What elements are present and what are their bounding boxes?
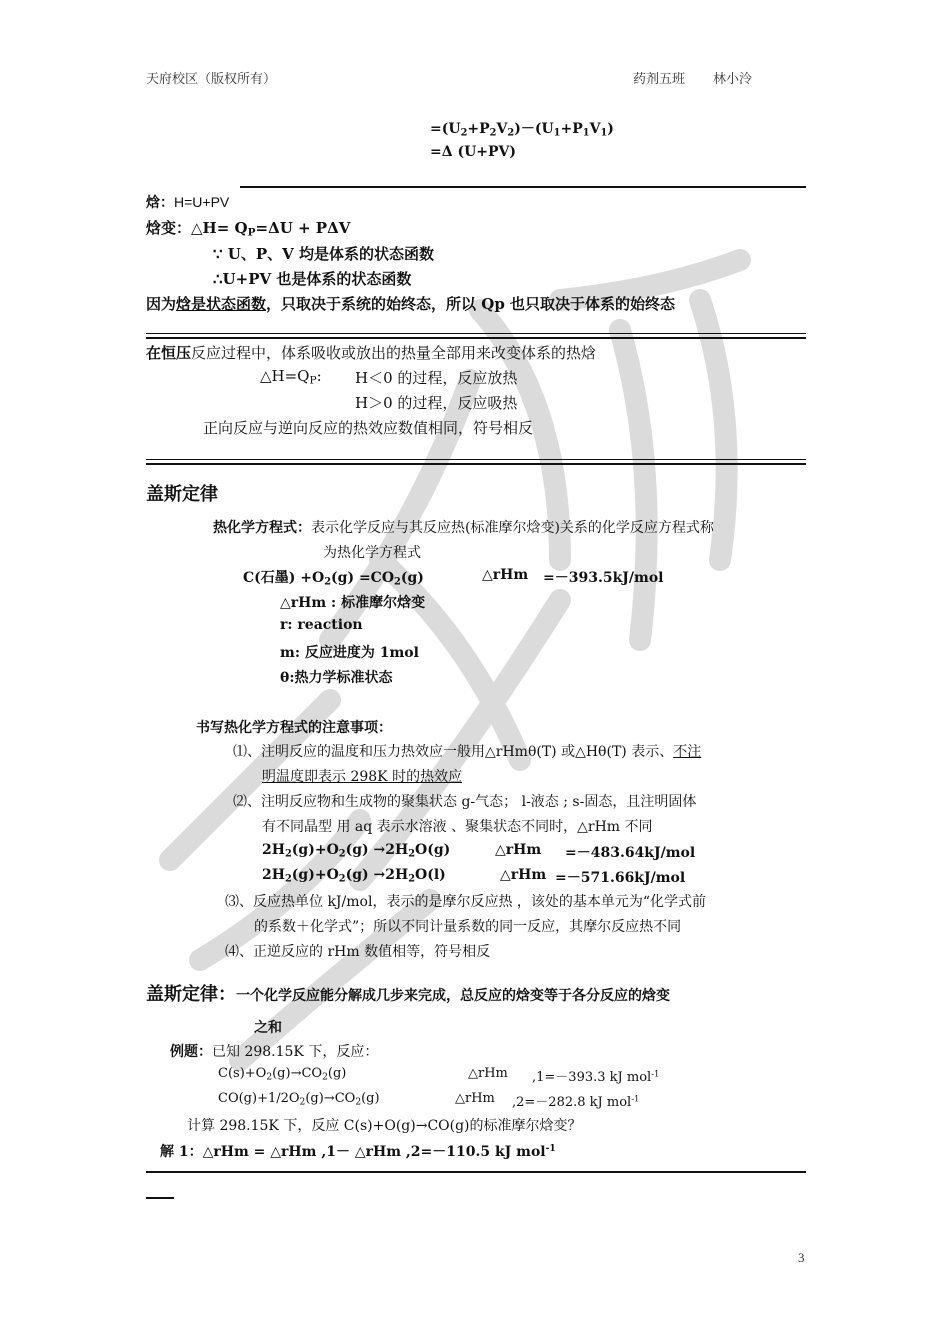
example-reaction-2-enthalpy: △rHm <box>455 1091 495 1106</box>
note-1: ⑴、注明反应的温度和压力热效应一般用△rHmθ(T) 或△Hθ(T) 表示、不注 <box>233 744 702 760</box>
equation-line-2: =Δ (U+PV) <box>430 144 517 160</box>
exothermic-condition: H＜0 的过程，反应放热 <box>355 369 518 387</box>
note-2-enthalpy-2: △rHm <box>500 867 547 883</box>
header-class: 药剂五班 <box>633 71 686 86</box>
note-2-equation-2: $2H_2(g)+O_2(g) \to 2H_2O(l)$ <box>262 867 446 885</box>
therefore-statement: ∴U+PV 也是体系的状态函数 <box>213 270 412 288</box>
divider <box>146 463 806 465</box>
note-3: ⑶、反应热单位 kJ/mol，表示的是摩尔反应热 ，该处的基本单元为“化学式前 <box>225 894 707 910</box>
because-statement: ∵ U、P、V 均是体系的状态函数 <box>213 245 434 263</box>
thermochemical-definition-cont: 为热化学方程式 <box>323 545 421 561</box>
note-2-value-1: =－483.64kJ/mol <box>565 845 696 861</box>
constant-pressure-line-2: $\triangle H=Q_P$: <box>260 367 322 387</box>
divider <box>146 333 806 334</box>
example-enthalpy-symbol: △rHm <box>482 567 529 583</box>
notation-extent: m: 反应进度为 1mol <box>280 645 419 661</box>
note-3-cont: 的系数＋化学式”；所以不同计量系数的同一反应，其摩尔反应热不同 <box>254 919 682 935</box>
example-intro: 例题：已知 298.15K 下，反应： <box>170 1044 379 1060</box>
enthalpy-definition: 焓：H=U+PV <box>146 194 230 211</box>
equation-line-1: $=(U_2+P_2V_2)-(U_1+P_1V_1)$ <box>430 121 614 139</box>
example-reaction-1: $C(s)+O_2(g)\to CO_2(g)$ <box>218 1066 347 1083</box>
note-1-cont: 明温度即表示 298K 时的热效应 <box>262 769 463 785</box>
constant-pressure-line-1: 在恒压反应过程中，体系吸收或放出的热量全部用来改变体系的热焓 <box>146 344 597 362</box>
notes-title: 书写热化学方程式的注意事项： <box>196 720 392 736</box>
notation-reaction: r: reaction <box>280 617 363 633</box>
page-number: 3 <box>798 1250 805 1265</box>
divider <box>146 337 806 339</box>
note-4: ⑷、正逆反应的 rHm 数值相等，符号相反 <box>225 944 491 960</box>
note-2-value-2: =－571.66kJ/mol <box>555 870 686 886</box>
note-2: ⑵、注明反应物和生成物的聚集状态 g-气态； l-液态 ; s-固态，且注明固体 <box>233 794 697 810</box>
example-reaction-2: $CO(g)+1/2O_2(g)\to CO_2(g)$ <box>218 1091 380 1108</box>
example-reaction-1-value: ,1=－393.3 kJ mol$^{-1}$ <box>532 1068 660 1085</box>
note-2-cont: 有不同晶型 用 aq 表示水溶液 、聚集状态不同时，△rHm 不同 <box>262 819 653 835</box>
note-2-equation-1: $2H_2(g)+O_2(g) \to 2H_2O(g)$ <box>262 842 451 860</box>
example-reaction-2-value: ,2=－282.8 kJ mol$^{-1}$ <box>512 1093 640 1110</box>
forward-reverse-note: 正向反应与逆向反应的热效应数值相同，符号相反 <box>203 419 534 437</box>
divider <box>240 186 806 188</box>
thermochemical-definition: 热化学方程式：表示化学反应与其反应热(标准摩尔焓变)关系的化学反应方程式称 <box>213 520 714 536</box>
endothermic-condition: H＞0 的过程，反应吸热 <box>355 394 518 412</box>
state-function-conclusion: 因为焓是状态函数，只取决于系统的始终态，所以 Qp 也只取决于体系的始终态 <box>146 295 676 313</box>
example-equation: C(石墨) $+O_2(g) =CO_2(g)$ <box>243 570 424 588</box>
example-enthalpy-value: =－393.5kJ/mol <box>543 570 664 586</box>
example-answer: 解 1：△rHm = △rHm ,1－ △rHm ,2=－110.5 kJ mol$^{-1}$ <box>160 1143 556 1160</box>
header-author: 林小泠 <box>713 71 753 86</box>
enthalpy-change: 焓变：△H= $Q_P=\Delta U + P\Delta V$ <box>146 219 351 239</box>
divider <box>146 459 806 460</box>
example-reaction-1-enthalpy: △rHm <box>468 1066 508 1081</box>
notation-standard-state: θ:热力学标准状态 <box>280 670 393 686</box>
note-2-enthalpy-1: △rHm <box>495 842 542 858</box>
header-left: 天府校区（版权所有） <box>146 71 277 86</box>
divider <box>146 1197 174 1199</box>
section-title-hess: 盖斯定律 <box>146 484 218 505</box>
hess-law-statement-cont: 之和 <box>254 1020 282 1036</box>
hess-law-statement: 盖斯定律：一个化学反应能分解成几步来完成，总反应的焓变等于各分反应的焓变 <box>146 984 670 1005</box>
notation-standard: △rHm : 标准摩尔焓变 <box>280 595 426 611</box>
example-question: 计算 298.15K 下，反应 C(s)+O(g)→CO(g)的标准摩尔焓变？ <box>187 1118 582 1134</box>
divider <box>146 1171 806 1173</box>
